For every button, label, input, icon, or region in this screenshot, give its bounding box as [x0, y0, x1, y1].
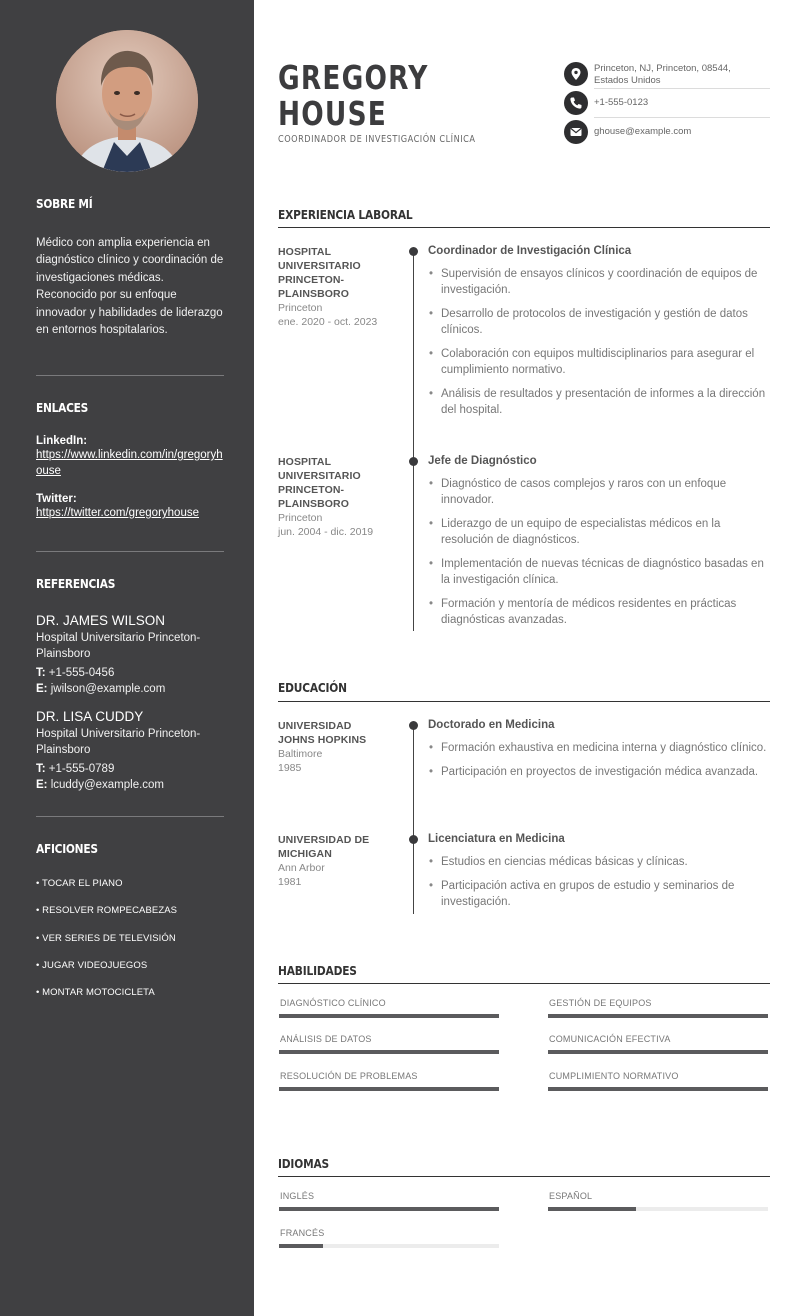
dates: 1981 — [278, 876, 302, 888]
references-section — [36, 576, 224, 793]
org-line: MICHIGAN — [278, 848, 332, 860]
divider — [594, 88, 770, 89]
skill-item — [279, 1071, 499, 1081]
divider — [36, 816, 224, 817]
timeline-dot — [409, 721, 418, 730]
location: Princeton — [278, 302, 323, 314]
bullet-item: • Diagnóstico de casos complejos y raros con un enfoque innovador. — [428, 476, 770, 508]
skill-bar — [548, 1014, 768, 1018]
reference-org: Hospital Universitario Princeton-Plainsboro — [36, 728, 201, 756]
experience-title: EXPERIENCIA LABORAL — [278, 207, 413, 222]
hobbies-section — [36, 841, 224, 1014]
job-title: COORDINADOR DE INVESTIGACIÓN CLÍNICA — [278, 134, 476, 145]
org-line: PRINCETON- — [278, 274, 345, 286]
skill-label: ANÁLISIS DE DATOS — [280, 1034, 372, 1044]
divider — [594, 117, 770, 118]
links-section — [36, 400, 224, 521]
profile-photo — [56, 30, 198, 172]
last-name: HOUSE — [278, 94, 388, 133]
phone-label: T: — [36, 763, 46, 775]
languages-title: IDIOMAS — [278, 1156, 330, 1171]
skill-bar — [279, 1050, 499, 1054]
skill-bar-fill — [279, 1014, 499, 1018]
hobby-item: • VER SERIES DE TELEVISIÓN — [36, 932, 176, 944]
org-line: JOHNS HOPKINS — [278, 734, 367, 746]
bullet-item: • Participación en proyectos de investigación médica avanzada. — [428, 764, 770, 780]
skill-item — [279, 998, 499, 1008]
bullet-item: • Colaboración con equipos multidisciplinarios para asegurar el cumplimiento normativo. — [428, 346, 770, 378]
timeline-dot — [409, 457, 418, 466]
hobby-item: • MONTAR MOTOCICLETA — [36, 987, 155, 999]
links-title: ENLACES — [36, 400, 89, 415]
bullet-item: • Formación y mentoría de médicos residentes en prácticas diagnósticas avanzadas. — [428, 596, 770, 628]
skill-item — [548, 1071, 768, 1081]
language-item — [548, 1191, 768, 1201]
hobby-item: • JUGAR VIDEOJUEGOS — [36, 959, 148, 971]
bullet-item: • Desarrollo de protocolos de investigación y gestión de datos clínicos. — [428, 306, 770, 338]
phone-number: +1-555-0123 — [594, 97, 649, 108]
skill-bar-fill — [548, 1087, 768, 1091]
experience-entry — [428, 245, 770, 426]
location: Baltimore — [278, 748, 323, 760]
section-rule — [278, 701, 770, 702]
org-line: UNIVERSITARIO — [278, 470, 361, 482]
experience-org — [278, 245, 398, 329]
skills-title: HABILIDADES — [278, 963, 357, 978]
education-entry — [428, 833, 770, 918]
skill-bar-fill — [548, 1050, 768, 1054]
skill-bar-fill — [279, 1050, 499, 1054]
location: Ann Arbor — [278, 862, 325, 874]
language-bar-fill — [279, 1207, 499, 1211]
org-line: UNIVERSIDAD — [278, 720, 352, 732]
twitter-link[interactable]: https://twitter.com/gregoryhouse — [36, 507, 199, 519]
first-name: GREGORY — [278, 58, 429, 97]
hobby-item: • RESOLVER ROMPECABEZAS — [36, 905, 178, 917]
skill-bar — [548, 1050, 768, 1054]
divider — [36, 551, 224, 552]
org-line: HOSPITAL — [278, 246, 332, 258]
timeline-dot — [409, 247, 418, 256]
reference-name: DR. JAMES WILSON — [36, 613, 166, 628]
hobbies-title: AFICIONES — [36, 841, 98, 856]
bullet-item: • Estudios en ciencias médicas básicas y clínicas. — [428, 854, 770, 870]
skill-label: DIAGNÓSTICO CLÍNICO — [280, 998, 386, 1008]
reference-org: Hospital Universitario Princeton-Plainsboro — [36, 632, 201, 660]
about-section — [36, 196, 224, 339]
org-line: UNIVERSITARIO — [278, 260, 361, 272]
reference-item — [36, 709, 224, 793]
role-title: Coordinador de Investigación Clínica — [428, 245, 632, 257]
skill-label: CUMPLIMIENTO NORMATIVO — [549, 1071, 679, 1081]
location: Princeton — [278, 512, 323, 524]
skill-item — [279, 1034, 499, 1044]
timeline-dot — [409, 835, 418, 844]
degree-title: Licenciatura en Medicina — [428, 833, 565, 845]
language-bar-fill — [548, 1207, 636, 1211]
language-item — [279, 1191, 499, 1201]
location-pin-icon — [564, 62, 588, 86]
bullet-item: • Formación exhaustiva en medicina interna y diagnóstico clínico. — [428, 740, 770, 756]
bullet-item: • Supervisión de ensayos clínicos y coordinación de equipos de investigación. — [428, 266, 770, 298]
twitter-label: Twitter: — [36, 493, 77, 505]
linkedin-link[interactable]: https://www.linkedin.com/in/gregoryhouse — [36, 449, 223, 477]
skill-bar-fill — [279, 1087, 499, 1091]
email-address[interactable]: ghouse@example.com — [594, 126, 692, 137]
experience-org — [278, 455, 398, 539]
education-title: EDUCACIÓN — [278, 680, 347, 695]
skill-bar — [548, 1087, 768, 1091]
dates: jun. 2004 - dic. 2019 — [278, 526, 374, 538]
skill-bar — [279, 1087, 499, 1091]
address-line-1: Princeton, NJ, Princeton, 08544, — [594, 63, 731, 74]
email-label: E: — [36, 779, 48, 791]
reference-phone: +1-555-0789 — [48, 763, 115, 775]
education-timeline — [413, 726, 414, 914]
org-line: HOSPITAL — [278, 456, 332, 468]
language-item — [279, 1228, 499, 1238]
education-org — [278, 719, 398, 775]
reference-phone: +1-555-0456 — [48, 667, 115, 679]
section-rule — [278, 227, 770, 228]
language-label: INGLÉS — [280, 1191, 315, 1201]
hobby-item: • TOCAR EL PIANO — [36, 878, 123, 889]
section-rule — [278, 983, 770, 984]
dates: ene. 2020 - oct. 2023 — [278, 316, 378, 328]
bullet-item: • Análisis de resultados y presentación de informes a la dirección del hospital. — [428, 386, 770, 418]
bullet-item: • Participación activa en grupos de estudio y seminarios de investigación. — [428, 878, 770, 910]
skill-bar-fill — [548, 1014, 768, 1018]
address-line-2: Estados Unidos — [594, 75, 661, 86]
org-line: PRINCETON- — [278, 484, 345, 496]
about-title: SOBRE MÍ — [36, 196, 93, 211]
experience-entry — [428, 455, 770, 636]
degree-title: Doctorado en Medicina — [428, 719, 555, 731]
language-bar — [279, 1244, 499, 1248]
reference-name: DR. LISA CUDDY — [36, 709, 144, 724]
education-entry — [428, 719, 770, 788]
language-bar — [279, 1207, 499, 1211]
skill-label: COMUNICACIÓN EFECTIVA — [549, 1034, 671, 1044]
envelope-icon — [564, 120, 588, 144]
linkedin-label: LinkedIn: — [36, 435, 88, 447]
bullet-item: • Liderazgo de un equipo de especialistas médicos en la resolución de diagnósticos. — [428, 516, 770, 548]
skill-label: RESOLUCIÓN DE PROBLEMAS — [280, 1071, 418, 1081]
language-label: ESPAÑOL — [549, 1191, 593, 1201]
sidebar — [0, 0, 254, 1316]
language-bar — [548, 1207, 768, 1211]
role-title: Jefe de Diagnóstico — [428, 455, 537, 467]
reference-item — [36, 613, 224, 697]
org-line: PLAINSBORO — [278, 498, 350, 510]
phone-icon — [564, 91, 588, 115]
divider — [36, 375, 224, 376]
reference-email: lcuddy@example.com — [50, 779, 165, 791]
skill-item — [548, 1034, 768, 1044]
org-line: UNIVERSIDAD DE — [278, 834, 370, 846]
about-text: Médico con amplia experiencia en diagnóstico clínico y coordinación de investigaciones médicas. Reconocido por su enfoque innovador y habilidades de liderazgo en entornos hospitalarios. — [36, 237, 224, 337]
references-title: REFERENCIAS — [36, 576, 116, 591]
email-label: E: — [36, 683, 48, 695]
org-line: PLAINSBORO — [278, 288, 350, 300]
phone-label: T: — [36, 667, 46, 679]
language-label: FRANCÉS — [280, 1228, 325, 1238]
skill-label: GESTIÓN DE EQUIPOS — [549, 998, 652, 1008]
section-rule — [278, 1176, 770, 1177]
bullet-item: • Implementación de nuevas técnicas de diagnóstico basadas en la investigación clínica. — [428, 556, 770, 588]
language-bar-fill — [279, 1244, 323, 1248]
dates: 1985 — [278, 762, 302, 774]
reference-email: jwilson@example.com — [50, 683, 166, 695]
skill-item — [548, 998, 768, 1008]
experience-timeline — [413, 252, 414, 631]
skill-bar — [279, 1014, 499, 1018]
education-org — [278, 833, 398, 889]
